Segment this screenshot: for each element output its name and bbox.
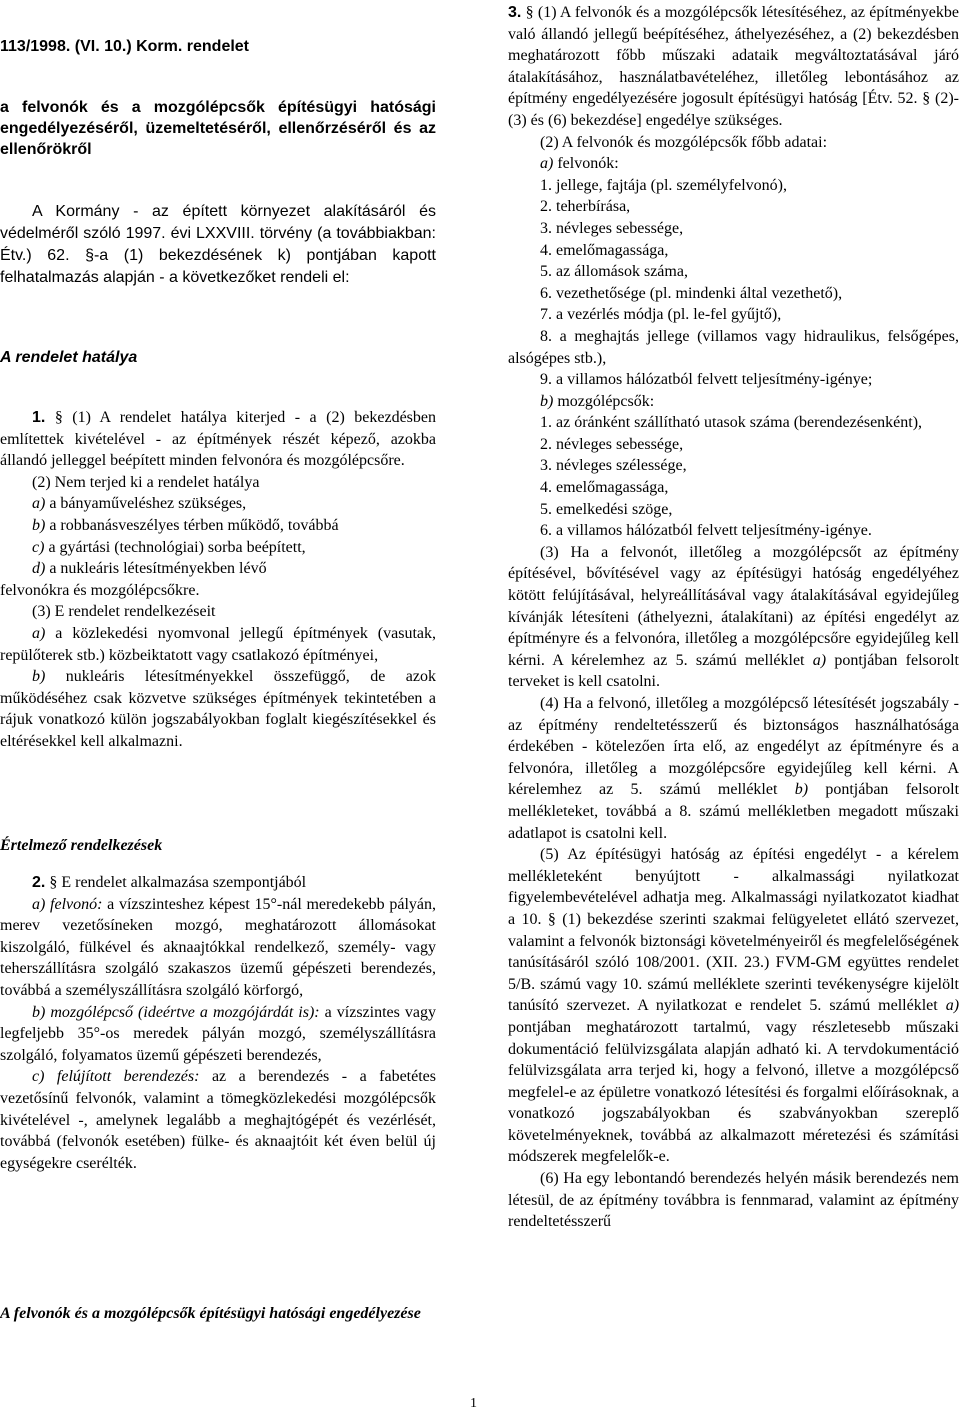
section-1-number: 1. [32, 409, 46, 426]
section-1-para-2-end: felvonókra és mozgólépcsőkre. [0, 581, 200, 599]
section-2-intro: § E rendelet alkalmazása szempontjából [49, 874, 307, 891]
elevator-item: 1. jellege, fajtája (pl. személyfelvonó), [540, 176, 788, 194]
heading-definitions: Értelmező rendelkezések [0, 837, 163, 854]
escalator-item: 5. emelkedési szöge, [540, 500, 673, 518]
escalator-item: 2. névleges sebessége, [540, 435, 684, 453]
escalator-item: 4. emelőmagassága, [540, 479, 669, 497]
section-1-item-a: a) a bányaműveléshez szükséges, [32, 495, 247, 513]
section-1-item-d: d) a nukleáris létesítményekben lévő [32, 560, 267, 578]
section-3-para-4: (4) Ha a felvonó, illetőleg a mozgólépcső létesítését jogszabály - az építmény rendeltetésszerű és biztonságos használhatósága érdekében - kötelezően írta elő, az engedélyt az építményre és a felvonóra, illetőleg a mozgólépcsőre egyidejűleg kell kérni. A kérelemhez az 5. számú melléklet b) pontjában felsorolt mellékleteket, továbbá a 8. számú mellékletben megadott műszaki adatlapot is csatolni kell. [508, 695, 960, 842]
section-1-para-1: § (1) A rendelet hatálya kiterjed - a (2) bekezdésben említettek kivételével - az építmények részét képező, azokba állandó jelleggel beépített minden felvonóra és mozgólépcsőre. [0, 409, 436, 470]
section-1-item-b: b) a robbanásveszélyes térben működő, továbbá [32, 516, 339, 534]
heading-scope: A rendelet hatálya [0, 349, 138, 366]
preamble: A Kormány - az épített környezet alakításáról és védelméről szóló 1997. évi LXXVIII. törvény (a továbbiakban: Étv.) 62. §-a (1) bekezdésének k) pontjában kapott felhatalmazás alapján - a következőket rendeli el: [0, 203, 436, 286]
escalator-item: 1. az óránként szállítható utasok száma (berendezésenként), [540, 414, 923, 432]
right-column [508, 2, 959, 1233]
elevator-item: 2. teherbírása, [540, 198, 631, 216]
elevator-item: 8. a meghajtás jellege (villamos vagy hidraulikus, felsőgépes, alsógépes stb.), [508, 327, 959, 367]
definition-escalator: b) mozgólépcső (ideértve a mozgójárdát is): a vízszintes vagy legfeljebb 35°-os meredek pályán mozgó, személyszállításra szolgáló, folyamatos üzemű gépészeti berendezés, [0, 1003, 437, 1064]
escalator-item: 3. névleges szélessége, [540, 457, 687, 475]
section-1-item-3a: a) a közlekedési nyomvonal jellegű építmények (vasutak, repülőterek stb.) közbeiktatott vagy csatlakozó építményei, [0, 624, 437, 664]
definition-renovated: c) felújított berendezés: az a berendezés - a fabetétes vezetősínű felvonók, valamint a tömegközlekedési mozgólépcsők kivételével -, amelynek legalább a meghajtógépét és vezérlését, továbbá (felvonók esetében) fülke- és aknaajtóit két éven belül új egységekre cserélték. [0, 1068, 436, 1172]
elevator-item: 7. a vezérlés módja (pl. le-fel gyűjtő), [540, 306, 782, 324]
section-1 [0, 407, 436, 753]
escalator-item: 6. a villamos hálózatból felvett teljesítmény-igénye. [540, 522, 872, 540]
document-title: a felvonók és a mozgólépcsők építésügyi hatósági engedélyezéséről, üzemeltetéséről, ellenőrzéséről és az ellenőrökről [0, 99, 436, 158]
section-3-number: 3. [508, 4, 522, 21]
section-3-para-1: 3. § (1) A felvonók és a mozgólépcsők létesítéséhez, az építményekbe való állandó jellegű beépítéséhez, áthelyezéséhez, a (2) bekezdésben meghatározott főbb műszaki adataik megváltoztatásával járó átalakításához, használatbavételéhez, illetőleg lebontásához az építmény engedélyezésére jogosult építésügyi hatóság [Étv. 52. § (2)-(3) és (6) bekezdése] engedélye szükséges. [508, 4, 960, 129]
citation: 113/1998. (VI. 10.) Korm. rendelet [0, 38, 250, 55]
section-1-item-c: c) a gyártási (technológiai) sorba beépített, [32, 538, 306, 556]
section-3-para-6: (6) Ha egy lebontandó berendezés helyén másik berendezés nem létesül, de az építmény továbbra is fennmarad, valamint az építmény rendeltetésszerű [508, 1170, 959, 1231]
section-3-para-3: (3) Ha a felvonót, illetőleg a mozgólépcsőt az építmény építésével, bővítésével vagy az építésügyi hatóság engedélyéhez kötött felújításával, helyreállításával vagy átalakításával egyidejűleg kívánják létesíteni (áthelyezni, átalakítani) az építési engedélyt az építményre és a felvonóra, illetőleg a mozgólépcsőre egyidejűleg kell kérni. A kérelemhez az 5. számú melléklet a) pontjában felsorolt terveket is kell csatolni. [508, 543, 959, 691]
elevator-item: 4. emelőmagassága, [540, 241, 669, 259]
section-2 [0, 872, 436, 1174]
elevator-item: 9. a villamos hálózatból felvett teljesítmény-igénye; [540, 371, 873, 389]
elevator-data-header: a) felvonók: [540, 155, 619, 173]
page-number: 1 [470, 1396, 477, 1411]
definition-elevator: a) felvonó: a vízszinteshez képest 15°-nál meredekebb pályán, merev vezetősíneken mozgó, meghatározott állomásokat kiszolgáló, fülkével és aknaajtókkal rendelkező, személy- vagy teherszállításra szolgáló szakaszos üzemű gépészeti berendezés, továbbá a személyszállításra szolgáló körforgó, [0, 895, 437, 999]
section-3-para-2: (2) A felvonók és mozgólépcsők főbb adatai: [540, 133, 828, 151]
section-3-para-5: (5) Az építésügyi hatóság az építési engedélyt - a kérelem mellékleteként benyújtott - alkalmassági nyilatkozat figyelembevételével adhatja meg. Alkalmassági nyilatkozatot kiadhat a 10. § (1) bekezdése szerinti szakmai felügyeletet ellátó szervezet, valamint a felvonók biztonsági követelményeiről és megfelelőségének tanúsításáról szóló 108/2001. (XII. 23.) FVM-GM együttes rendelet 5/B. számú vagy 10. számú melléklete szerinti tevékenységre kijelölt tanúsító szervezet. A nyilatkozat e rendelet 5. számú melléklet a) pontjában meghatározott tartalmú, vagy részletesebb műszaki dokumentáció felülvizsgálata alapján adható ki. A tervdokumentáció felülvizsgálata arra terjed ki, hogy a felvonó, illetve a mozgólépcső megfelel-e az épületre vonatkozó létesítési és forgalmi előírásoknak, a vonatkozó jogszabályokban és szabványokban szereplő követelményeknek, továbbá az alkalmazott méretezési és számítási módszerek megfelelők-e. [508, 846, 960, 1166]
section-1-item-3b: b) nukleáris létesítményekkel összefüggő, de azok működéséhez csak közvetve szükséges építmények tekintetében a rájuk vonatkozó külön jogszabályokban foglalt kiegészítésekkel és eltérésekkel kell alkalmazni. [0, 668, 437, 750]
elevator-item: 5. az állomások száma, [540, 263, 688, 281]
section-2-number: 2. [32, 874, 46, 891]
heading-licensing: A felvonók és a mozgólépcsők építésügyi hatósági engedélyezése [0, 1305, 421, 1322]
escalator-data-header: b) mozgólépcsők: [540, 392, 655, 410]
section-1-para-3: (3) E rendelet rendelkezéseit [32, 603, 216, 621]
elevator-item: 3. névleges sebessége, [540, 219, 684, 237]
section-1-para-2: (2) Nem terjed ki a rendelet hatálya [32, 473, 260, 491]
elevator-item: 6. vezethetősége (pl. mindenki által vezethető), [540, 284, 843, 302]
